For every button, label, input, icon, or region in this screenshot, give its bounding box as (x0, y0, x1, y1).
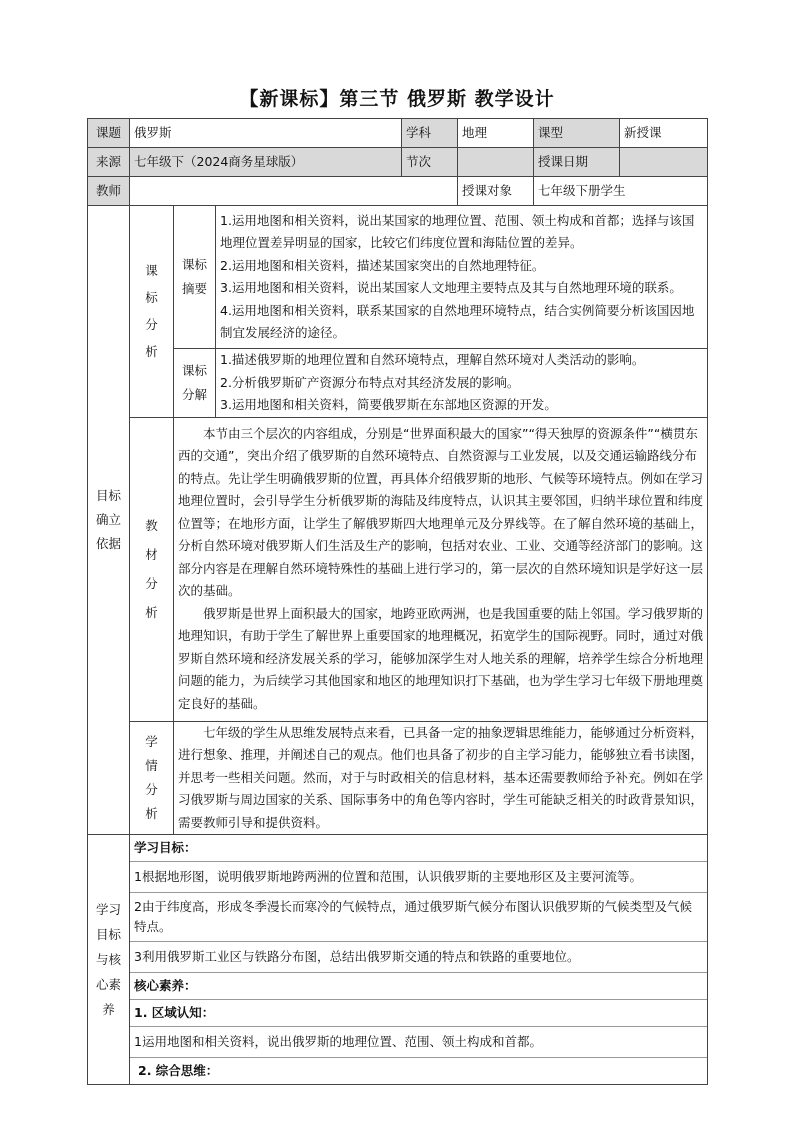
decompose-label: 课标 分解 (174, 349, 216, 418)
source-value: 七年级下（2024商务星球版） (130, 148, 402, 177)
decompose-content (216, 349, 708, 418)
date-value (620, 148, 708, 177)
lesson-plan-table (87, 118, 708, 1085)
topic-value: 俄罗斯 (130, 119, 402, 148)
thinking-heading: 2. 综合思维： (138, 1063, 219, 1078)
curriculum-decompose-row (88, 349, 708, 418)
header-row-3 (88, 177, 708, 206)
header-row-2 (88, 148, 708, 177)
type-value: 新授课 (620, 119, 708, 148)
region-item: 1运用地图和相关资料，说出俄罗斯的地理位置、范围、领土构成和首都。 (130, 1027, 707, 1058)
goals-label: 学习 目标 与核 心素 养 (88, 835, 130, 1085)
textbook-paragraph: 俄罗斯是世界上面积最大的国家，地跨亚欧两洲，也是我国重要的陆上邻国。学习俄罗斯的地理知识，有助于学生了解世界上重要国家的地理概况，拓宽学生的国际视野。同时，通过对俄罗斯自然环境和经济发展关系的学习，能够加深学生对人地关系的理解，培养学生综合分析地理问题的能力，为后续学习其他国家和地区的地理知识打下基础，也为学生学习七年级下册地理奠定良好的基础。 (178, 605, 704, 711)
summary-item: 3.运用地图和相关资料，说出某国家人文地理主要特点及其与自然地理环境的联系。 (220, 280, 682, 295)
objectives-heading: 学习目标： (130, 835, 707, 862)
teacher-value (130, 177, 458, 206)
objective-item: 2由于纬度高，形成冬季漫长而寒冷的气候特点，通过俄罗斯气候分布图认识俄罗斯的气候类型及气候特点。 (130, 893, 707, 942)
student-content (174, 721, 708, 835)
student-label: 学 情 分 析 (130, 721, 174, 835)
teacher-label: 教师 (88, 177, 130, 206)
region-heading: 1. 区域认知： (130, 1000, 707, 1027)
period-label: 节次 (402, 148, 458, 177)
textbook-paragraph: 本节由三个层次的内容组成，分别是“世界面积最大的国家”“得天独厚的资源条件”“横贯东西的交通”，突出介绍了俄罗斯的自然环境特点、自然资源与工业发展，以及交通运输路线分布的特点。先让学生明确俄罗斯的位置，再具体介绍俄罗斯的地形、气候等环境特点。例如在学习地理位置时，会引导学生分析俄罗斯的海陆及纬度特点，认识其主要邻国，归纳半球位置和纬度位置等；在地形方面，让学生了解俄罗斯四大地理单元及分界线等。在了解自然环境的基础上，分析自然环境对俄罗斯人们生活及生产的影响，包括对农业、工业、交通等经济部门的影响。这部分内容是在理解自然环境特殊性的基础上进行学习的，第一层次的自然环境知识是学好这一层次的基础。 (178, 425, 704, 599)
subject-label: 学科 (402, 119, 458, 148)
decompose-item: 1.描述俄罗斯的地理位置和自然环境特点，理解自然环境对人类活动的影响。 (220, 352, 645, 367)
decompose-item: 2.分析俄罗斯矿产资源分布特点对其经济发展的影响。 (220, 374, 520, 390)
date-label: 授课日期 (534, 148, 620, 177)
goals-content (130, 835, 708, 1085)
student-analysis-row (88, 721, 708, 835)
curriculum-summary-row (88, 206, 708, 349)
curriculum-label: 课 标 分 析 (130, 206, 174, 418)
student-paragraph: 七年级的学生从思维发展特点来看，已具备一定的抽象逻辑思维能力，能够通过分析资料，进行想象、推理，并阐述自己的观点。他们也具备了初步的自主学习能力，能够独立看书读图，并思考一些相关问题。然而，对于与时政相关的信息材料，基本还需要教师给予补充。例如在学习俄罗斯与周边国家的关系、国际事务中的角色等内容时，学生可能缺乏相关的时政背景知识，需要教师引导和提供资料。 (178, 724, 704, 830)
topic-label: 课题 (88, 119, 130, 148)
literacy-heading: 核心素养： (130, 973, 707, 1000)
decompose-item: 3.运用地图和相关资料，简要俄罗斯在东部地区资源的开发。 (220, 397, 557, 412)
header-row-1 (88, 119, 708, 148)
summary-item: 4.运用地图和相关资料，联系某国家的自然地理环境特点，结合实例简要分析该国因地制宜发展经济的途径。 (220, 302, 695, 340)
summary-item: 2.运用地图和相关资料，描述某国家突出的自然地理特征。 (220, 257, 545, 273)
subject-value: 地理 (458, 119, 534, 148)
goals-row (88, 835, 708, 1085)
objective-item: 3利用俄罗斯工业区与铁路分布图，总结出俄罗斯交通的特点和铁路的重要地位。 (130, 942, 707, 973)
audience-label: 授课对象 (458, 177, 534, 206)
objective-item: 1根据地形图，说明俄罗斯地跨两洲的位置和范围，认识俄罗斯的主要地形区及主要河流等。 (130, 862, 707, 893)
type-label: 课型 (534, 119, 620, 148)
textbook-label: 教 材 分 析 (130, 417, 174, 721)
textbook-content (174, 417, 708, 721)
period-value (458, 148, 534, 177)
source-label: 来源 (88, 148, 130, 177)
basis-label: 目标 确立 依据 (88, 206, 130, 835)
summary-item: 1.运用地图和相关资料，说出某国家的地理位置、范围、领土构成和首都；选择与该国地理位置差异明显的国家，比较它们纬度位置和海陆位置的差异。 (220, 212, 695, 250)
summary-content (216, 206, 708, 349)
page-title: 【新课标】第三节 俄罗斯 教学设计 (239, 88, 555, 110)
audience-value: 七年级下册学生 (534, 177, 708, 206)
summary-label: 课标 摘要 (174, 206, 216, 349)
textbook-analysis-row (88, 417, 708, 721)
